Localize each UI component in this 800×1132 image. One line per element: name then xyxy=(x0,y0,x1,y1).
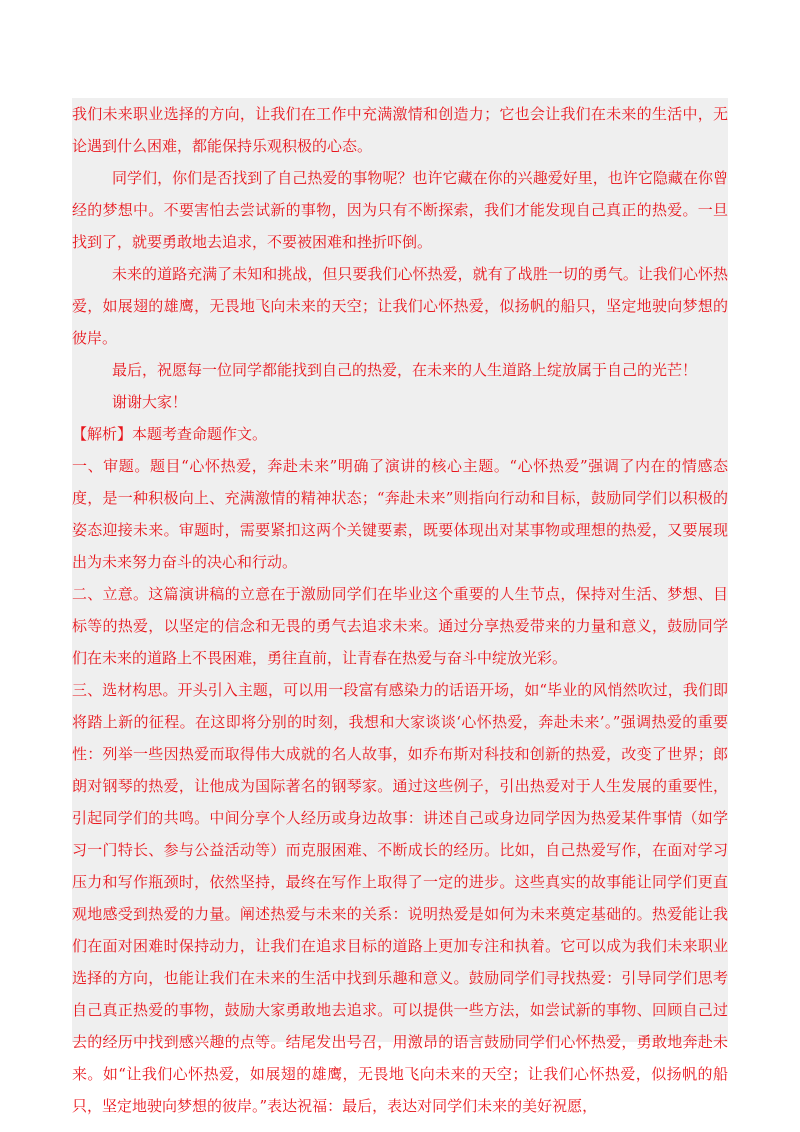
paragraph-question: 同学们，你们是否找到了自己热爱的事物呢？也许它藏在你的兴趣爱好里，也许它隐藏在你曾经的梦想中。不要害怕去尝试新的事物，因为只有不断探索，我们才能发现自己真正的热爱。一旦找到了，就要勇敢地去追求，不要被困难和挫折吓倒。 xyxy=(72,169,728,251)
analysis-tag: 【解析】 xyxy=(72,425,133,443)
paragraph-closing-wish: 最后，祝愿每一位同学都能找到自己的热爱，在未来的人生道路上绽放属于自己的光芒！ xyxy=(112,361,698,379)
paragraph-continuation: 我们未来职业选择的方向，让我们在工作中充满激情和创造力；它也会让我们在未来的生活中，无论遇到什么困难，都能保持乐观积极的心态。 xyxy=(72,105,728,155)
paragraph-future: 未来的道路充满了未知和挑战，但只要我们心怀热爱，就有了战胜一切的勇气。让我们心怀热爱，如展翅的雄鹰，无畏地飞向未来的天空；让我们心怀热爱，似扬帆的船只，坚定地驶向梦想的彼岸。 xyxy=(72,265,728,347)
paragraph-thanks: 谢谢大家！ xyxy=(112,393,188,411)
analysis-heading xyxy=(72,418,728,450)
document-body xyxy=(72,98,728,1115)
analysis-section-liyi: 二、立意。这篇演讲稿的立意在于激励同学们在毕业这个重要的人生节点，保持对生活、梦想、目标等的热爱，以坚定的信念和无畏的勇气去追求未来。通过分享热爱带来的力量和意义，鼓励同学们在未来的道路上不畏困难，勇往直前，让青春在热爱与奋斗中绽放光彩。 xyxy=(72,585,728,667)
analysis-intro: 本题考查命题作文。 xyxy=(132,425,268,443)
analysis-section-shenti: 一、审题。题目“心怀热爱，奔赴未来”明确了演讲的核心主题。“心怀热爱”强调了内在的情感态度，是一种积极向上、充满激情的精神状态；“奔赴未来”则指向行动和目标，鼓励同学们以积极的姿态迎接未来。审题时，需要紧扣这两个关键要素，既要体现出对某事物或理想的热爱，又要展现出为未来努力奋斗的决心和行动。 xyxy=(72,457,728,571)
analysis-section-xuancai: 三、选材构思。开头引入主题，可以用一段富有感染力的话语开场，如“毕业的风悄然吹过，我们即将踏上新的征程。在这即将分别的时刻，我想和大家谈谈‘心怀热爱，奔赴未来’。”强调热爱的重要性：列举一些因热爱而取得伟大成就的名人故事，如乔布斯对科技和创新的热爱，改变了世界；郎朗对钢琴的热爱，让他成为国际著名的钢琴家。通过这些例子，引出热爱对于人生发展的重要性，引起同学们的共鸣。中间分享个人经历或身边故事：讲述自己或身边同学因为热爱某件事情（如学习一门特长、参与公益活动等）而克服困难、不断成长的经历。比如，自己热爱写作，在面对学习压力和写作瓶颈时，依然坚持，最终在写作上取得了一定的进步。这些真实的故事能让同学们更直观地感受到热爱的力量。阐述热爱与未来的关系：说明热爱是如何为未来奠定基础的。热爱能让我们在面对困难时保持动力，让我们在追求目标的道路上更加专注和执着。它可以成为我们未来职业选择的方向，也能让我们在未来的生活中找到乐趣和意义。鼓励同学们寻找热爱：引导同学们思考自己真正热爱的事物，鼓励大家勇敢地去追求。可以提供一些方法，如尝试新的事物、回顾自己过去的经历中找到感兴趣的点等。结尾发出号召，用激昂的语言鼓励同学们心怀热爱，勇敢地奔赴未来。如“让我们心怀热爱，如展翅的雄鹰，无畏地飞向未来的天空；让我们心怀热爱，似扬帆的船只，坚定地驶向梦想的彼岸。”表达祝福：最后，表达对同学们未来的美好祝愿， xyxy=(72,681,728,1115)
